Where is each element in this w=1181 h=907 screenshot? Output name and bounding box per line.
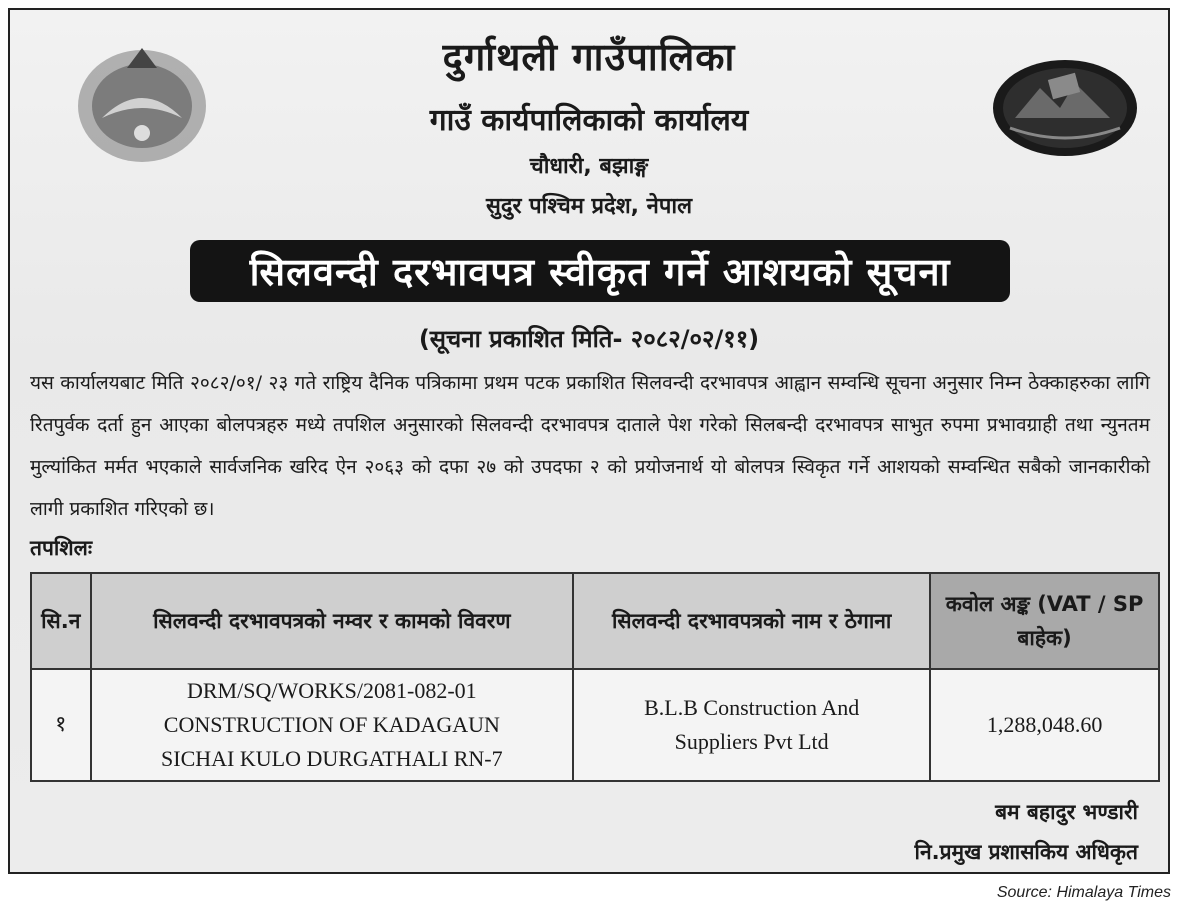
- cell-amount: 1,288,048.60: [930, 669, 1159, 781]
- office-location: चौधारी, बझाङ्ग: [529, 154, 649, 179]
- cell-description: [91, 669, 574, 781]
- details-label: तपशिलः: [30, 536, 93, 560]
- source-credit: Source: Himalaya Times: [996, 884, 1171, 901]
- bidder-line: B.L.B Construction And: [644, 695, 860, 720]
- municipality-name: दुर्गाथली गाउँपालिका: [442, 35, 736, 79]
- description-line: DRM/SQ/WORKS/2081-082-01: [187, 678, 477, 703]
- table-row: [31, 669, 1159, 781]
- description-line: CONSTRUCTION OF KADAGAUN: [163, 712, 500, 737]
- table-header-row: [31, 573, 1159, 669]
- notice-title-banner: सिलवन्दी दरभावपत्र स्वीकृत गर्ने आशयको सूचना: [190, 240, 1010, 302]
- province-name: सुदुर पश्चिम प्रदेश, नेपाल: [485, 194, 693, 219]
- cell-bidder: [573, 669, 930, 781]
- bidder-line: Suppliers Pvt Ltd: [674, 729, 829, 754]
- signatory-name: बम बहादुर भण्डारी: [995, 800, 1138, 824]
- notice-body: यस कार्यालयबाट मिति २०८२/०१/ २३ गते राष्ट्रिय दैनिक पत्रिकामा प्रथम पटक प्रकाशित सिलवन्दी दरभावपत्र आह्वान सम्वन्धि सूचना अनुसार निम्न ठेक्काहरुका लागि रितपुर्वक दर्ता हुन आएका बोलपत्रहरु मध्ये तपशिल अनुसारको सिलवन्दी दरभावपत्र दाताले पेश गरेको सिलबन्दी दरभावपत्र साभुत रुपमा प्रभावग्राही तथा न्युनतम मुल्यांकित मर्मत भएकाले सार्वजनिक खरिद ऐन २०६३ को दफा २७ को उपदफा २ को प्रयोजनार्थ यो बोलपत्र स्विकृत गर्ने आशयको सम्वन्धित सबैको जानकारीको लागी प्रकाशित गरिएको छ।: [30, 372, 1150, 520]
- header-bidder: सिलवन्दी दरभावपत्रको नाम र ठेगाना: [573, 573, 930, 669]
- header-amount: कवोल अङ्क (VAT / SP बाहेक): [930, 573, 1159, 669]
- cell-sn: १: [31, 669, 91, 781]
- office-name: गाउँ कार्यपालिकाको कार्यालय: [429, 103, 749, 138]
- signatory-title: नि.प्रमुख प्रशासकिय अधिकृत: [914, 840, 1138, 864]
- header-sn: सि.न: [31, 573, 91, 669]
- publish-date: (सूचना प्रकाशित मिति- २०८२/०२/११): [418, 325, 760, 353]
- description-line: SICHAI KULO DURGATHALI RN-7: [161, 746, 503, 771]
- bid-table: [30, 572, 1160, 782]
- header-description: सिलवन्दी दरभावपत्रको नम्वर र कामको विवरण: [91, 573, 574, 669]
- public-notice: [8, 8, 1170, 874]
